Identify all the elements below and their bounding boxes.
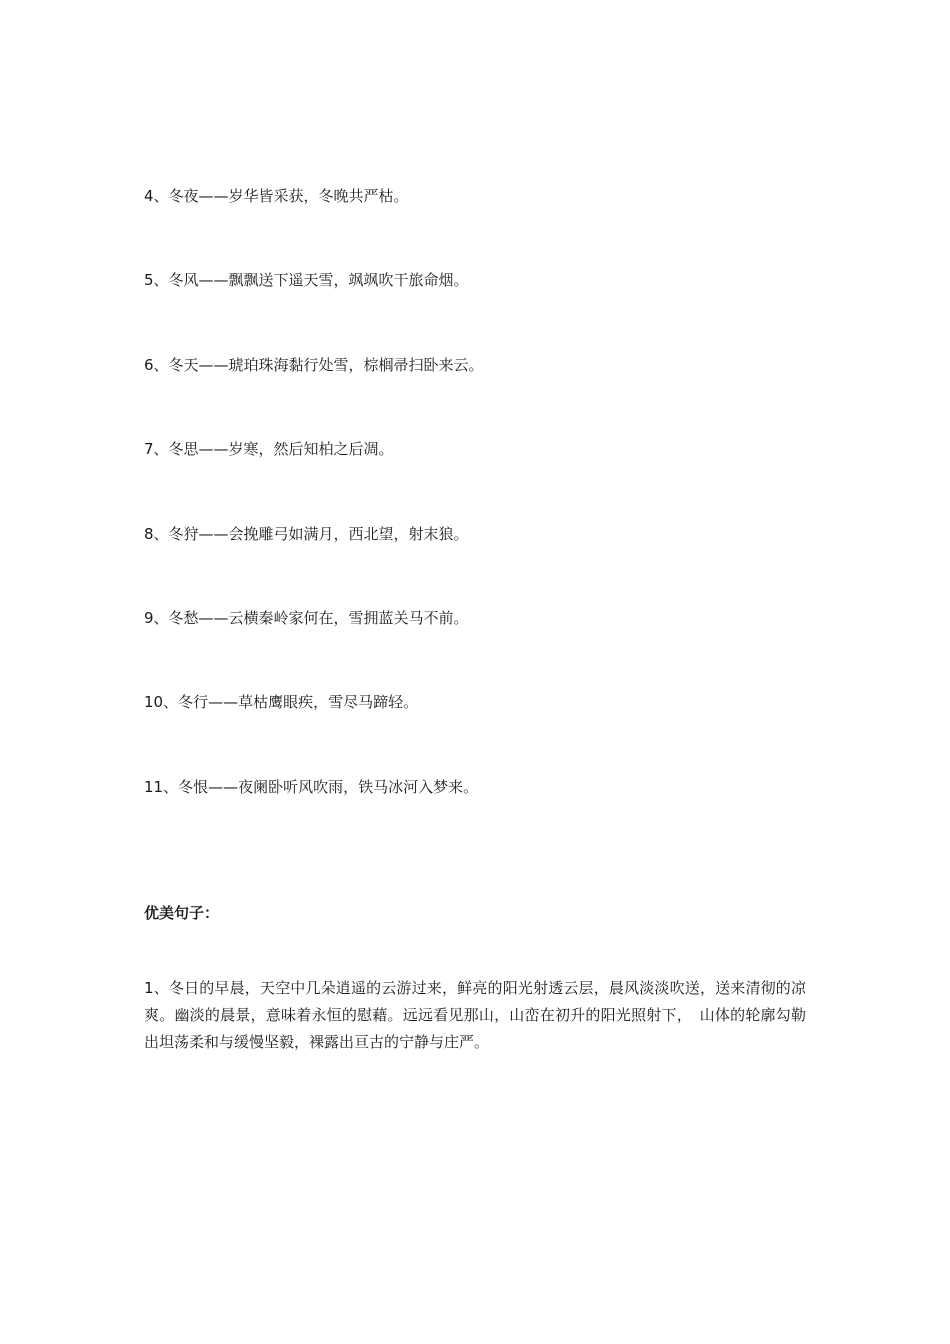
poem-item-10: 10、冬行——草枯鹰眼疾，雪尽马蹄轻。 (144, 693, 419, 712)
poem-item-9: 9、冬愁——云横秦岭家何在，雪拥蓝关马不前。 (144, 608, 469, 627)
paragraph-1: 1、冬日的早晨，天空中几朵逍遥的云游过来，鲜亮的阳光射透云层，晨风淡淡吹送，送来清彻的凉爽。幽淡的晨景，意味着永恒的慰藉。远远看见那山，山峦在初升的阳光照射下， 山体的轮廓勾勒出坦荡柔和与缓慢坚毅，裸露出亘古的宁静与庄严。 (144, 979, 806, 1051)
poem-list (144, 184, 814, 859)
poem-item-7: 7、冬思——岁寒，然后知柏之后凋。 (144, 440, 394, 459)
poem-item-4: 4、冬夜——岁华皆采获，冬晚共严枯。 (144, 187, 409, 205)
poem-item-11: 11、冬恨——夜阑卧听风吹雨，铁马冰河入梦来。 (144, 777, 479, 796)
section-title: 优美句子： (144, 904, 220, 922)
poem-item-5: 5、冬风——飘飘送下遥天雪，飒飒吹干旅命烟。 (144, 271, 469, 290)
poem-item-8: 8、冬狩——会挽雕弓如满月，西北望，射末狼。 (144, 524, 469, 543)
poem-item-6: 6、冬天——琥珀珠海黏行处雪，棕榈帚扫卧来云。 (144, 355, 484, 374)
